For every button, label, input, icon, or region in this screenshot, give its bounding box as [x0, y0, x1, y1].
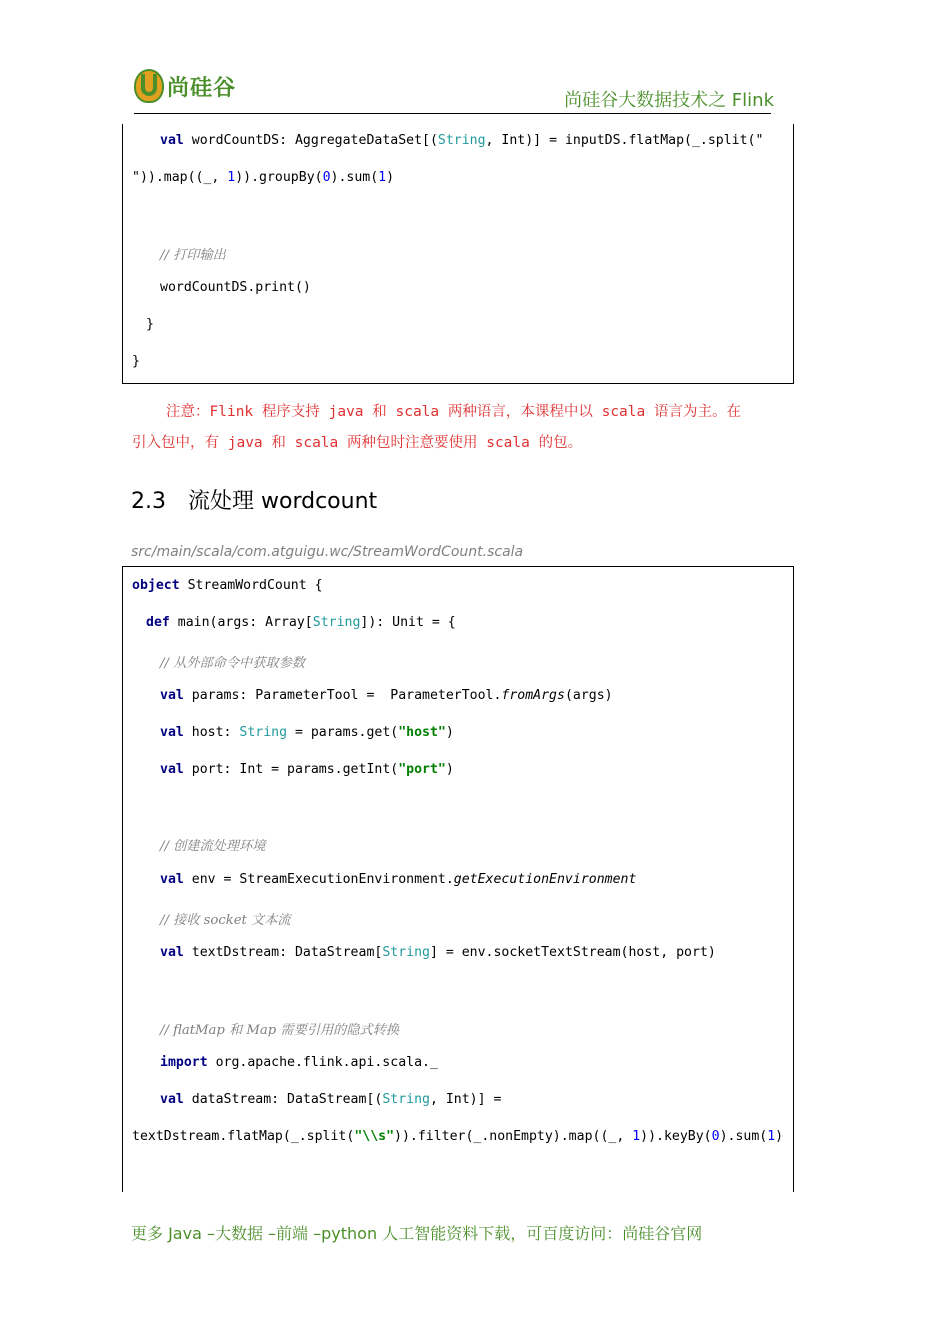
code-comment: // 从外部命令中获取参数 [160, 656, 305, 671]
code-line: } [146, 317, 154, 332]
header-title: 尚硅谷大数据技术之 Flink [564, 90, 774, 111]
note-line: 注意：Flink 程序支持 java 和 scala 两种语言，本课程中以 scala 语言为主。在 [166, 404, 741, 420]
footer-text: 更多 Java –大数据 –前端 –python 人工智能资料下载，可百度访问：尚硅谷官网 [131, 1224, 703, 1243]
code-line: ")).map((_, 1)).groupBy(0).sum(1) [132, 170, 395, 185]
section-heading [131, 484, 377, 515]
code-block-2 [122, 566, 794, 1192]
note-line: 引入包中，有 java 和 scala 两种包时注意要使用 scala 的包。 [132, 435, 583, 451]
code-comment: // flatMap 和 Map 需要引用的隐式转换 [160, 1023, 400, 1038]
code-line: val wordCountDS: AggregateDataSet[(String, Int)] = inputDS.flatMap(_.split(" [160, 133, 764, 148]
code-comment: // 打印输出 [160, 248, 226, 263]
section-title: 流处理 wordcount [188, 489, 378, 514]
code-line: val env = StreamExecutionEnvironment.getExecutionEnvironment [160, 872, 637, 887]
code-comment: // 创建流处理环境 [160, 839, 266, 854]
section-number: 2.3 [131, 489, 166, 514]
code-comment: // 接收 socket 文本流 [160, 913, 291, 928]
code-line: val dataStream: DataStream[(String, Int)] = [160, 1092, 502, 1107]
code-line: val textDstream: DataStream[String] = env.socketTextStream(host, port) [160, 945, 716, 960]
file-path-caption: src/main/scala/com.atguigu.wc/StreamWordCount.scala [131, 544, 524, 560]
code-line: wordCountDS.print() [160, 280, 311, 295]
code-block-1 [122, 124, 794, 384]
header-divider [134, 113, 771, 114]
code-line: val host: String = params.get("host") [160, 725, 454, 740]
logo-text: 尚硅谷 [167, 75, 237, 101]
logo [134, 66, 236, 106]
code-line: import org.apache.flink.api.scala._ [160, 1055, 438, 1070]
code-line: val port: Int = params.getInt("port") [160, 762, 454, 777]
code-line: val params: ParameterTool = ParameterTool.fromArgs(args) [160, 688, 613, 703]
code-line: textDstream.flatMap(_.split("\\s")).filter(_.nonEmpty).map((_, 1)).keyBy(0).sum(1) [132, 1129, 784, 1144]
logo-icon [134, 69, 164, 103]
code-line: def main(args: Array[String]): Unit = { [146, 615, 456, 630]
note-paragraph [132, 397, 792, 459]
code-line: } [132, 354, 140, 369]
code-line: object StreamWordCount { [132, 578, 323, 593]
